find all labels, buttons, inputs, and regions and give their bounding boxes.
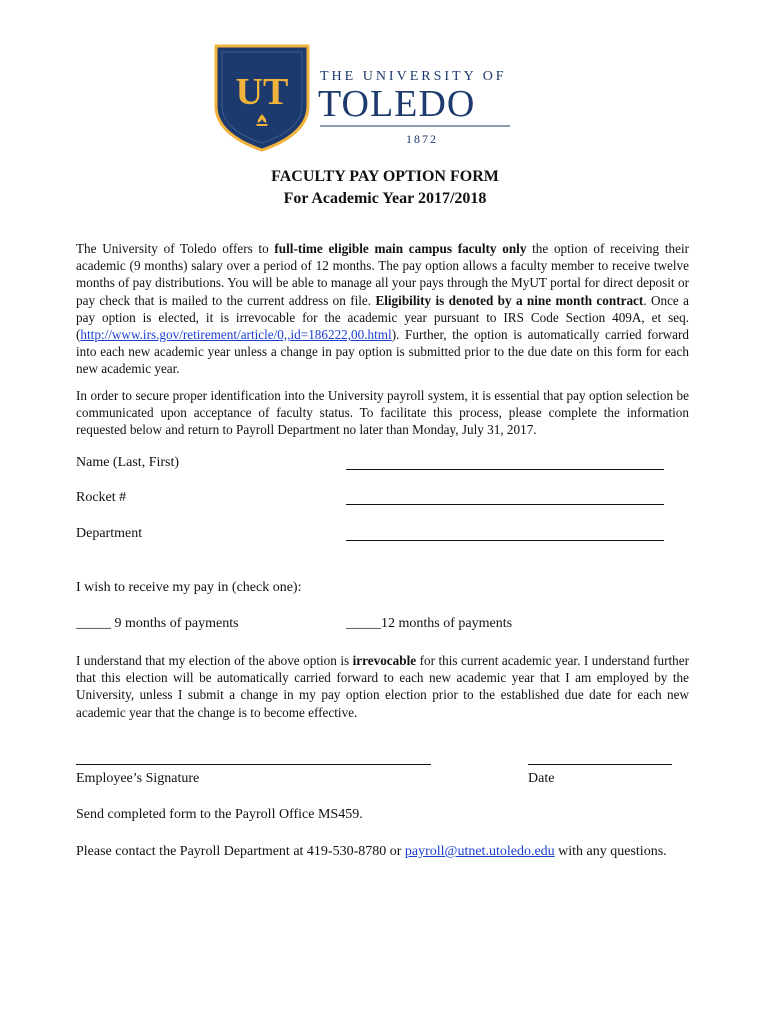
rocket-field[interactable]: [346, 504, 664, 505]
form-title-block: [0, 166, 770, 210]
logo-year: 1872: [406, 132, 438, 146]
intro-paragraph: The University of Toledo offers to full-time eligible main campus faculty only the option of receiving their academic (9 months) salary over a period of 12 months. The pay option allows a faculty member to receive twelve months of pay distributions. You will be able to manage all your pays through the MyUT portal for direct deposit or pay check that is mailed to the current address on file. Eligibility is denoted by a nine month contract. Once a pay option is elected, it is irrevocable for the academic year pursuant to IRS Code Section 409A, et seq. (http://www.irs.gov/retirement/article/0,,id=186222,00.html). Further, the option is automatically carried forward into each new academic year unless a change in pay option is submitted prior to the due date on this form for each new academic year.: [76, 241, 690, 377]
option-9-months[interactable]: _____ 9 months of payments: [76, 616, 239, 631]
name-field[interactable]: [346, 469, 664, 470]
university-logo: [212, 44, 522, 152]
department-field[interactable]: [346, 540, 664, 541]
logo-line2: TOLEDO: [318, 83, 476, 125]
form-title: FACULTY PAY OPTION FORM: [271, 168, 499, 185]
logo-line1: THE UNIVERSITY OF: [320, 69, 507, 84]
date-label: Date: [528, 771, 555, 786]
signature-field[interactable]: [76, 764, 431, 765]
date-field[interactable]: [528, 764, 672, 765]
send-instruction: Send completed form to the Payroll Office MS459.: [76, 807, 363, 822]
irs-link[interactable]: http://www.irs.gov/retirement/article/0,,id=186222,00.html: [80, 327, 392, 343]
option-12-months[interactable]: _____12 months of payments: [346, 616, 513, 631]
form-subtitle: For Academic Year 2017/2018: [283, 190, 487, 207]
rocket-label: Rocket #: [76, 490, 127, 505]
name-label: Name (Last, First): [76, 455, 180, 470]
logo-monogram: UT: [235, 71, 289, 113]
payroll-email-link[interactable]: payroll@utnet.utoledo.edu: [404, 844, 555, 859]
signature-label: Employee’s Signature: [76, 771, 200, 786]
department-label: Department: [76, 526, 143, 541]
contact-paragraph: Please contact the Payroll Department at 419-530-8780 or payroll@utnet.utoledo.edu with any questions.: [76, 844, 667, 859]
pay-choice-prompt: I wish to receive my pay in (check one):: [76, 580, 302, 595]
agreement-paragraph: I understand that my election of the above option is irrevocable for this current academic year. I understand further that this election will be automatically carried forward to each new academic year that I am employed by the University, unless I submit a change in my pay option election prior to the established due date for each new academic year that the change is to become effective.: [76, 653, 689, 720]
instructions-paragraph: In order to secure proper identification into the University payroll system, it is essential that pay option selection be communicated upon acceptance of faculty status. To facilitate this process, please complete the information requested below and return to Payroll Department no later than Monday, July 31, 2017.: [76, 388, 689, 438]
